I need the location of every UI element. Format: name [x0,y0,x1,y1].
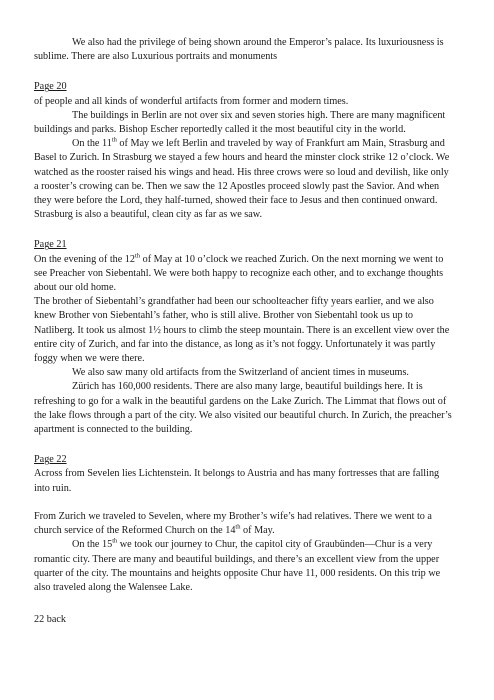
text-run: On the 11 [72,138,112,150]
page-footer-note: 22 back [34,614,66,626]
text-run: we took our journey to Chur, the capitol city of Graubünden—Chur is a very romantic city. There are many and beautiful buildings, and there’s an excellent view from the upper quarter of the city. The mountains and heights opposite Chur have 11, 000 residents. On this trip we also traveled along the Walensee Lake. [34,539,441,593]
page-21-paragraph-1 [34,253,454,296]
ordinal-suffix: th [111,136,117,144]
text-run: On the 15 [72,539,113,551]
ordinal-suffix: th [112,537,118,545]
page-21-paragraph-3: We also saw many old artifacts from the Switzerland of ancient times in museums. [72,367,409,379]
page-21-paragraph-2: The brother of Siebentahl’s grandfather had been our schoolteacher fifty years earlier, and we also knew Brother von Siebentahl’s father, who is still alive. Brother von Siebentahl took us up to Natliberg. It took us almost 1½ hours to climb the steep mountain. There is an excellent view over the entire city of Zurich, and far into the distance, as long as it’s not foggy. Unfortunately it was partly foggy when we were there. [34,296,450,365]
page-22-paragraph-3 [34,538,454,595]
page-20-paragraph-1: of people and all kinds of wonderful artifacts from former and modern times. [34,95,349,107]
page-20-paragraph-2: The buildings in Berlin are not over six and seven stories high. There are many magnificent buildings and parks. Bishop Escher reportedly called it the most beautiful city in the world. [34,109,446,136]
text-run: of May. [240,525,275,537]
page-22-heading: Page 22 [34,454,67,466]
page-22-paragraph-2 [34,510,454,538]
text-run: of May at 10 o’clock we reached Zurich. On the next morning we went to see Preacher von Siebentahl. We were both happy to recognize each other, and to exchange thoughts about our old home. [34,253,444,294]
page-20-heading: Page 20 [34,81,67,93]
ordinal-suffix: th [135,252,141,260]
text-run: of May we left Berlin and traveled by way of Frankfurt am Main, Strasburg and Basel to Zurich. In Strasburg we stayed a few hours and heard the minster clock strike 12 o’clock. We watched as the rooster raised his wings and head. His three crows were so loud and devilish, like only a rooster’s crowing can be. Then we saw the 12 Apostles proceed slowly past the Savior. And when they were before the Lord, they half-turned, showed their face to Jesus and then continued onward. Strasburg is also a beautiful, clean city as far as we saw. [34,138,450,221]
text-run: On the evening of the 12 [34,253,135,265]
page-21-heading: Page 21 [34,239,67,251]
page-20-paragraph-3 [34,137,454,222]
page-22-paragraph-1: Across from Sevelen lies Lichtenstein. It belongs to Austria and has many fortresses that are falling into ruin. [34,468,440,494]
intro-paragraph: We also had the privilege of being shown around the Emperor’s palace. Its luxuriousness is sublime. There are also Luxurious portraits and monuments [34,37,444,63]
ordinal-suffix: th [235,523,241,531]
text-run: From Zurich we traveled to Sevelen, where my Brother’s wife’s had relatives. There we went to a church service of the Reformed Church on the 14 [34,510,432,537]
page-21-paragraph-4: Zürich has 160,000 residents. There are also many large, beautiful buildings here. It is refreshing to go for a walk in the beautiful gardens on the Lake Zurich. The Limmat that flows out of the lake flows through a part of the city. We also visited our beautiful church. In Zurich, the preacher’s apartment is connected to the building. [34,381,452,436]
